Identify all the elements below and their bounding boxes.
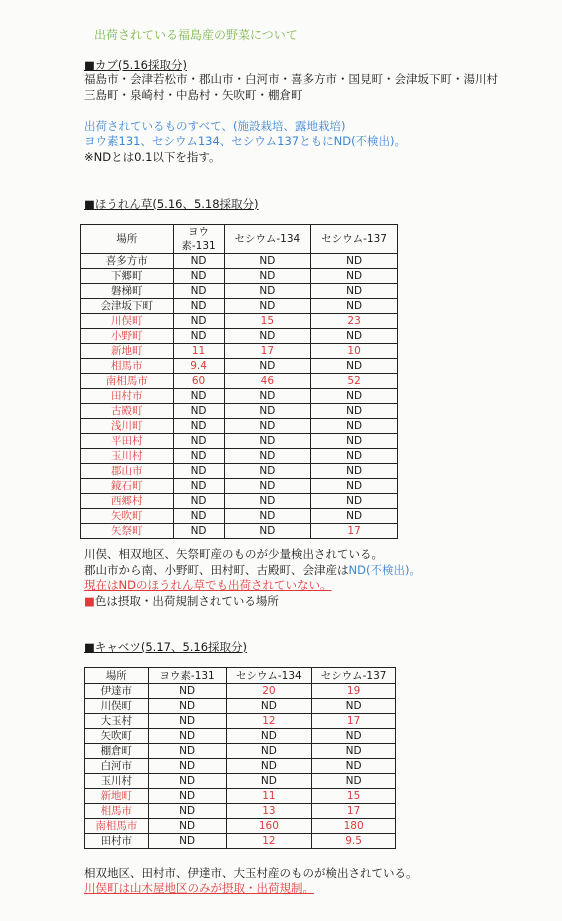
cell-i131: ND xyxy=(148,714,226,729)
cell-place: 新地町 xyxy=(81,344,174,359)
cell-cs134: 12 xyxy=(226,714,312,729)
cell-place: 平田村 xyxy=(81,434,174,449)
cell-place: 磐梯町 xyxy=(81,284,174,299)
kabu-areas-line1: 福島市・会津若松市・郡山市・白河市・喜多方市・国見町・会津坂下町・湯川村 xyxy=(84,72,498,86)
cell-place: 田村市 xyxy=(81,389,174,404)
cell-i131: ND xyxy=(173,314,224,329)
cell-place: 玉川村 xyxy=(81,449,174,464)
cell-cs137: 17 xyxy=(311,524,398,539)
cell-cs137: 9.5 xyxy=(312,834,396,849)
cell-place: 相馬市 xyxy=(81,359,174,374)
cell-cs137: ND xyxy=(311,434,398,449)
cell-place: 矢吹町 xyxy=(85,729,149,744)
cell-cs137: 17 xyxy=(312,804,396,819)
spinach-note-south: 郡山市から南、小野町、田村町、古殿町、会津産はND(不検出)。 xyxy=(84,563,421,577)
cell-cs137: ND xyxy=(311,404,398,419)
cell-i131: ND xyxy=(173,299,224,314)
cell-cs134: ND xyxy=(224,299,311,314)
cell-cs134: ND xyxy=(224,464,311,479)
cell-cs137: 15 xyxy=(312,789,396,804)
cell-place: 浅川町 xyxy=(81,419,174,434)
cell-cs137: ND xyxy=(312,744,396,759)
cell-i131: ND xyxy=(173,419,224,434)
cell-place: 伊達市 xyxy=(85,684,149,699)
table-row xyxy=(81,269,398,284)
cell-cs134: ND xyxy=(226,699,312,714)
cell-i131: ND xyxy=(173,494,224,509)
table-row xyxy=(81,479,398,494)
cell-cs134: ND xyxy=(224,389,311,404)
cell-place: 郡山市 xyxy=(81,464,174,479)
table-row xyxy=(81,509,398,524)
spinach-table xyxy=(80,224,398,539)
kabu-note-all: 出荷されているものすべて、(施設栽培、露地栽培) xyxy=(84,119,346,133)
cell-cs137: 17 xyxy=(312,714,396,729)
table-row xyxy=(85,834,396,849)
cabbage-note-kawamata: 川俣町は山木屋地区のみが摂取・出荷規制。 xyxy=(84,881,314,895)
kabu-note-nd-def: ※NDとは0.1以下を指す。 xyxy=(84,150,221,164)
cell-cs137: ND xyxy=(311,479,398,494)
cell-place: 相馬市 xyxy=(85,804,149,819)
cell-cs137: ND xyxy=(311,284,398,299)
table-row xyxy=(81,464,398,479)
kabu-areas-line2: 三島町・泉崎村・中島村・矢吹町・棚倉町 xyxy=(84,88,303,102)
cell-cs134: 12 xyxy=(226,834,312,849)
cell-cs137: ND xyxy=(311,329,398,344)
col-cs134: セシウム-134 xyxy=(224,225,311,254)
cell-i131: ND xyxy=(173,464,224,479)
table-row xyxy=(85,699,396,714)
cell-i131: ND xyxy=(148,804,226,819)
table-row xyxy=(81,329,398,344)
cell-cs137: 180 xyxy=(312,819,396,834)
spinach-legend: ■色は摂取・出荷規制されている場所 xyxy=(84,594,279,608)
cell-i131: 9.4 xyxy=(173,359,224,374)
cell-i131: ND xyxy=(148,759,226,774)
cell-cs134: ND xyxy=(224,434,311,449)
table-row xyxy=(85,774,396,789)
cell-cs134: ND xyxy=(224,359,311,374)
table-row xyxy=(81,434,398,449)
cell-i131: ND xyxy=(173,329,224,344)
cell-cs137: ND xyxy=(311,464,398,479)
cell-cs134: 160 xyxy=(226,819,312,834)
spinach-note-detected: 川俣、相双地区、矢祭町産のものが少量検出されている。 xyxy=(84,547,383,561)
kabu-note-nd: ヨウ素131、セシウム134、セシウム137ともにND(不検出)。 xyxy=(84,134,407,148)
cell-place: 南相馬市 xyxy=(81,374,174,389)
cell-cs137: ND xyxy=(311,269,398,284)
col-i131: ヨウ素-131 xyxy=(148,668,226,684)
col-cs137: セシウム-137 xyxy=(311,225,398,254)
cell-place: 矢祭町 xyxy=(81,524,174,539)
table-row xyxy=(81,374,398,389)
cell-cs137: 23 xyxy=(311,314,398,329)
cell-i131: ND xyxy=(148,744,226,759)
cell-cs134: 46 xyxy=(224,374,311,389)
cell-i131: ND xyxy=(148,774,226,789)
cell-place: 田村市 xyxy=(85,834,149,849)
cell-cs134: ND xyxy=(226,744,312,759)
cell-i131: ND xyxy=(173,479,224,494)
table-row xyxy=(81,524,398,539)
col-place: 場所 xyxy=(85,668,149,684)
cell-place: 小野町 xyxy=(81,329,174,344)
table-row xyxy=(81,404,398,419)
table-row xyxy=(85,684,396,699)
cell-cs137: ND xyxy=(311,389,398,404)
table-row xyxy=(81,389,398,404)
cell-cs134: 13 xyxy=(226,804,312,819)
cell-cs134: ND xyxy=(224,479,311,494)
table-row xyxy=(81,449,398,464)
cell-place: 西郷村 xyxy=(81,494,174,509)
cell-cs134: ND xyxy=(224,284,311,299)
cell-place: 下郷町 xyxy=(81,269,174,284)
cell-place: 南相馬市 xyxy=(85,819,149,834)
col-cs137: セシウム-137 xyxy=(312,668,396,684)
table-row xyxy=(81,344,398,359)
cell-place: 矢吹町 xyxy=(81,509,174,524)
col-cs134: セシウム-134 xyxy=(226,668,312,684)
cell-i131: ND xyxy=(148,684,226,699)
cell-i131: ND xyxy=(173,389,224,404)
cell-cs137: ND xyxy=(311,509,398,524)
table-row xyxy=(85,759,396,774)
cell-cs137: ND xyxy=(311,449,398,464)
table-row xyxy=(85,819,396,834)
cell-cs134: 20 xyxy=(226,684,312,699)
cell-cs134: ND xyxy=(224,449,311,464)
cell-i131: ND xyxy=(173,254,224,269)
cell-i131: ND xyxy=(148,819,226,834)
cell-cs134: ND xyxy=(226,729,312,744)
cell-place: 川俣町 xyxy=(81,314,174,329)
table-row xyxy=(81,299,398,314)
cell-cs137: ND xyxy=(311,359,398,374)
page-title: 出荷されている福島産の野菜について xyxy=(94,28,298,42)
cabbage-note-detected: 相双地区、田村市、伊達市、大玉村産のものが検出されている。 xyxy=(84,866,418,880)
cell-place: 古殿町 xyxy=(81,404,174,419)
table-row xyxy=(85,729,396,744)
table-row xyxy=(81,419,398,434)
cell-i131: 11 xyxy=(173,344,224,359)
table-row xyxy=(81,284,398,299)
cell-cs137: 10 xyxy=(311,344,398,359)
cell-cs137: ND xyxy=(312,699,396,714)
cell-cs137: ND xyxy=(311,299,398,314)
cell-place: 喜多方市 xyxy=(81,254,174,269)
cell-cs137: 19 xyxy=(312,684,396,699)
cell-cs134: 11 xyxy=(226,789,312,804)
cell-cs137: ND xyxy=(311,254,398,269)
cell-place: 白河市 xyxy=(85,759,149,774)
table-row xyxy=(85,804,396,819)
cell-place: 会津坂下町 xyxy=(81,299,174,314)
cell-place: 川俣町 xyxy=(85,699,149,714)
cell-place: 新地町 xyxy=(85,789,149,804)
kabu-heading: ■カブ(5.16採取分) xyxy=(84,58,187,72)
cell-place: 玉川村 xyxy=(85,774,149,789)
col-place: 場所 xyxy=(81,225,174,254)
cell-cs137: ND xyxy=(312,759,396,774)
cell-i131: ND xyxy=(173,284,224,299)
cell-cs134: 15 xyxy=(224,314,311,329)
cell-i131: ND xyxy=(173,269,224,284)
cell-cs137: ND xyxy=(312,774,396,789)
cell-place: 棚倉町 xyxy=(85,744,149,759)
table-row xyxy=(85,789,396,804)
cell-cs134: ND xyxy=(224,329,311,344)
table-row xyxy=(81,359,398,374)
cell-cs134: ND xyxy=(224,524,311,539)
table-row xyxy=(81,254,398,269)
spinach-heading: ■ほうれん草(5.16、5.18採取分) xyxy=(84,197,259,211)
cell-cs137: ND xyxy=(312,729,396,744)
cell-place: 大玉村 xyxy=(85,714,149,729)
cell-i131: ND xyxy=(148,789,226,804)
cell-cs134: ND xyxy=(224,419,311,434)
cell-cs134: 17 xyxy=(224,344,311,359)
cell-cs137: ND xyxy=(311,494,398,509)
cell-cs134: ND xyxy=(224,509,311,524)
table-row xyxy=(81,494,398,509)
cell-i131: ND xyxy=(148,834,226,849)
cell-i131: ND xyxy=(173,434,224,449)
cell-place: 鏡石町 xyxy=(81,479,174,494)
cell-cs137: 52 xyxy=(311,374,398,389)
cell-i131: ND xyxy=(148,729,226,744)
table-row xyxy=(81,314,398,329)
cell-cs134: ND xyxy=(226,774,312,789)
cell-i131: ND xyxy=(173,524,224,539)
cell-i131: ND xyxy=(173,449,224,464)
table-row xyxy=(85,714,396,729)
cell-cs134: ND xyxy=(224,404,311,419)
cell-i131: ND xyxy=(173,404,224,419)
cell-i131: ND xyxy=(173,509,224,524)
legend-red-square: ■ xyxy=(84,594,95,608)
cell-cs137: ND xyxy=(311,419,398,434)
cell-i131: ND xyxy=(148,699,226,714)
col-i131: ヨウ素-131 xyxy=(173,225,224,254)
cell-cs134: ND xyxy=(226,759,312,774)
cell-cs134: ND xyxy=(224,494,311,509)
table-row xyxy=(85,744,396,759)
spinach-note-not-shipped: 現在はNDのほうれん草でも出荷されていない。 xyxy=(84,578,332,592)
cabbage-table xyxy=(84,667,396,849)
cell-cs134: ND xyxy=(224,254,311,269)
cabbage-heading: ■キャベツ(5.17、5.16採取分) xyxy=(84,640,248,654)
cell-cs134: ND xyxy=(224,269,311,284)
cell-i131: 60 xyxy=(173,374,224,389)
